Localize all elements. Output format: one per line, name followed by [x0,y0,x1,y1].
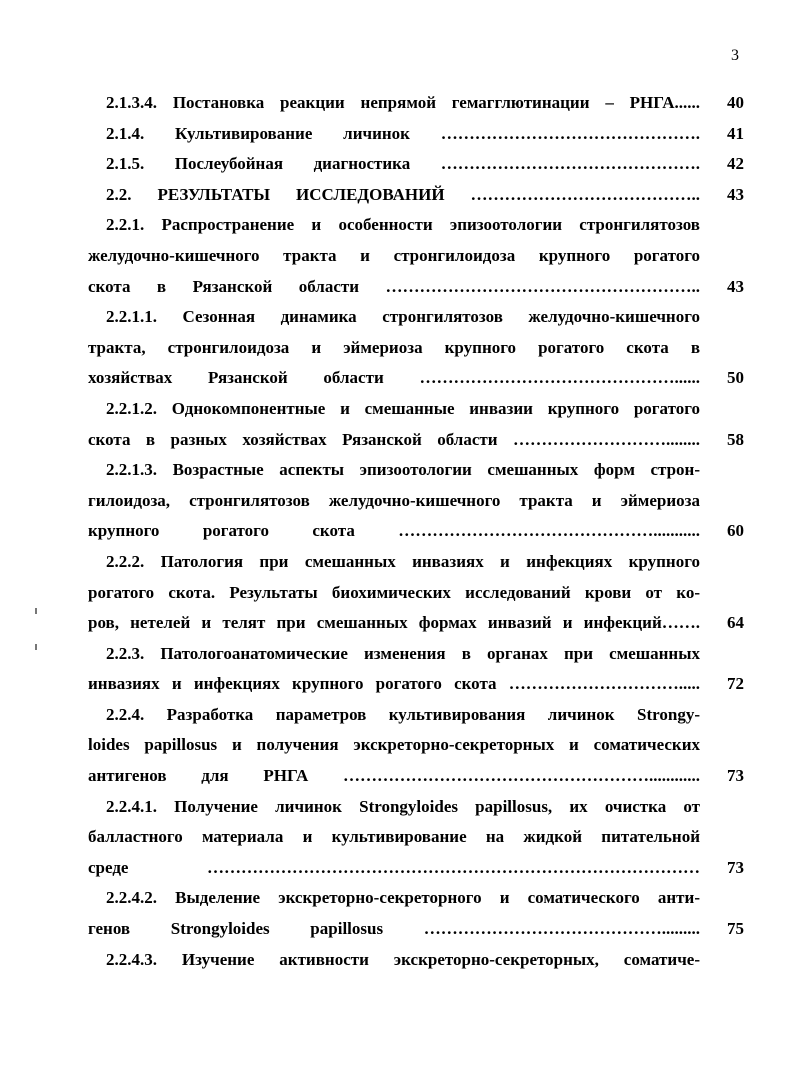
toc-entry [106,180,744,211]
toc-line: 2.2.1.1. Сезонная динамика стронгилятозов желудочно-кишечного [106,307,700,327]
toc-page: 64 [727,613,744,633]
table-of-contents [88,88,744,975]
toc-page: 40 [727,93,744,112]
toc-page: 75 [727,919,744,939]
toc-line: генов Strongyloides papillosus ……………………………………......... [88,919,700,939]
toc-entry [106,149,744,180]
toc-line: инвазиях и инфекциях крупного рогатого скота …………………………..... [88,674,700,694]
toc-line: 2.2.4.3. Изучение активности экскреторно-секреторных, соматиче- [106,949,700,969]
toc-line: 2.2.1.3. Возрастные аспекты эпизоотологии смешанных форм строн- [106,460,700,480]
toc-entry [88,455,744,547]
toc-entry [88,700,744,792]
toc-page: 73 [727,766,744,786]
toc-line: крупного рогатого скота ………………………………………........... [88,521,700,541]
margin-mark [35,608,37,614]
toc-line: 2.2. РЕЗУЛЬТАТЫ ИССЛЕДОВАНИЙ ………………………………….. [106,184,700,204]
toc-line: 2.2.3. Патологоанатомические изменения в органах при смешанных [106,643,700,663]
toc-entry [88,302,744,394]
toc-line: тракта, стронгилоидоза и эймериоза крупного рогатого скота в [88,337,700,357]
toc-line: 2.2.1.2. Однокомпонентные и смешанные инвазии крупного рогатого [106,398,700,418]
toc-line: 2.2.4. Разработка параметров культивирования личинок Strongy- [106,704,700,724]
toc-line: балластного материала и культивирование на жидкой питательной [88,827,700,847]
toc-entry [88,210,744,302]
margin-mark [35,644,37,650]
toc-page: 43 [727,184,744,204]
toc-line: 2.2.4.2. Выделение экскреторно-секреторного и соматического анти- [106,888,700,908]
toc-entry [106,119,744,150]
toc-page: 41 [727,123,744,143]
toc-entry [88,394,744,455]
toc-entry [88,547,744,639]
toc-line: 2.1.3.4. Постановка реакции непрямой гемагглютинации – РНГА...... [106,93,700,112]
toc-line: 2.1.5. Послеубойная диагностика ………………………………………. [106,154,700,174]
toc-entry [88,945,744,976]
toc-page: 42 [727,154,744,174]
toc-line: хозяйствах Рязанской области ………………………………………...... [88,368,700,388]
toc-line: рогатого скота. Результаты биохимических исследований крови от ко- [88,582,700,602]
toc-line: 2.1.4. Культивирование личинок ………………………………………. [106,123,700,143]
toc-line: среде …………………………………………………………………………… [88,857,700,877]
toc-line: гилоидоза, стронгилятозов желудочно-кишечного тракта и эймериоза [88,490,700,510]
toc-line: антигенов для РНГА ………………………………………………............ [88,766,700,786]
toc-line: желудочно-кишечного тракта и стронгилоидоза крупного рогатого [88,245,700,265]
toc-page: 72 [727,674,744,694]
toc-line: скота в разных хозяйствах Рязанской области ………………………........ [88,429,700,449]
toc-line: скота в Рязанской области ……………………………………………….. [88,276,700,296]
toc-line: 2.2.1. Распространение и особенности эпизоотологии стронгилятозов [106,215,700,235]
page-number: 3 [731,47,739,64]
toc-line: 2.2.2. Патология при смешанных инвазиях и инфекциях крупного [106,551,700,571]
toc-entry [106,88,744,119]
toc-line: ров, нетелей и телят при смешанных формах инвазий и инфекций……. [88,613,700,633]
toc-page: 58 [727,429,744,449]
toc-page: 50 [727,368,744,388]
toc-page: 73 [727,857,744,877]
toc-entry [88,883,744,944]
toc-entry [88,792,744,884]
toc-entry [88,639,744,700]
toc-page: 43 [727,276,744,296]
toc-page: 60 [727,521,744,541]
toc-line: loides papillosus и получения экскреторно-секреторных и соматических [88,735,700,755]
toc-line: 2.2.4.1. Получение личинок Strongyloides papillosus, их очистка от [106,796,700,816]
